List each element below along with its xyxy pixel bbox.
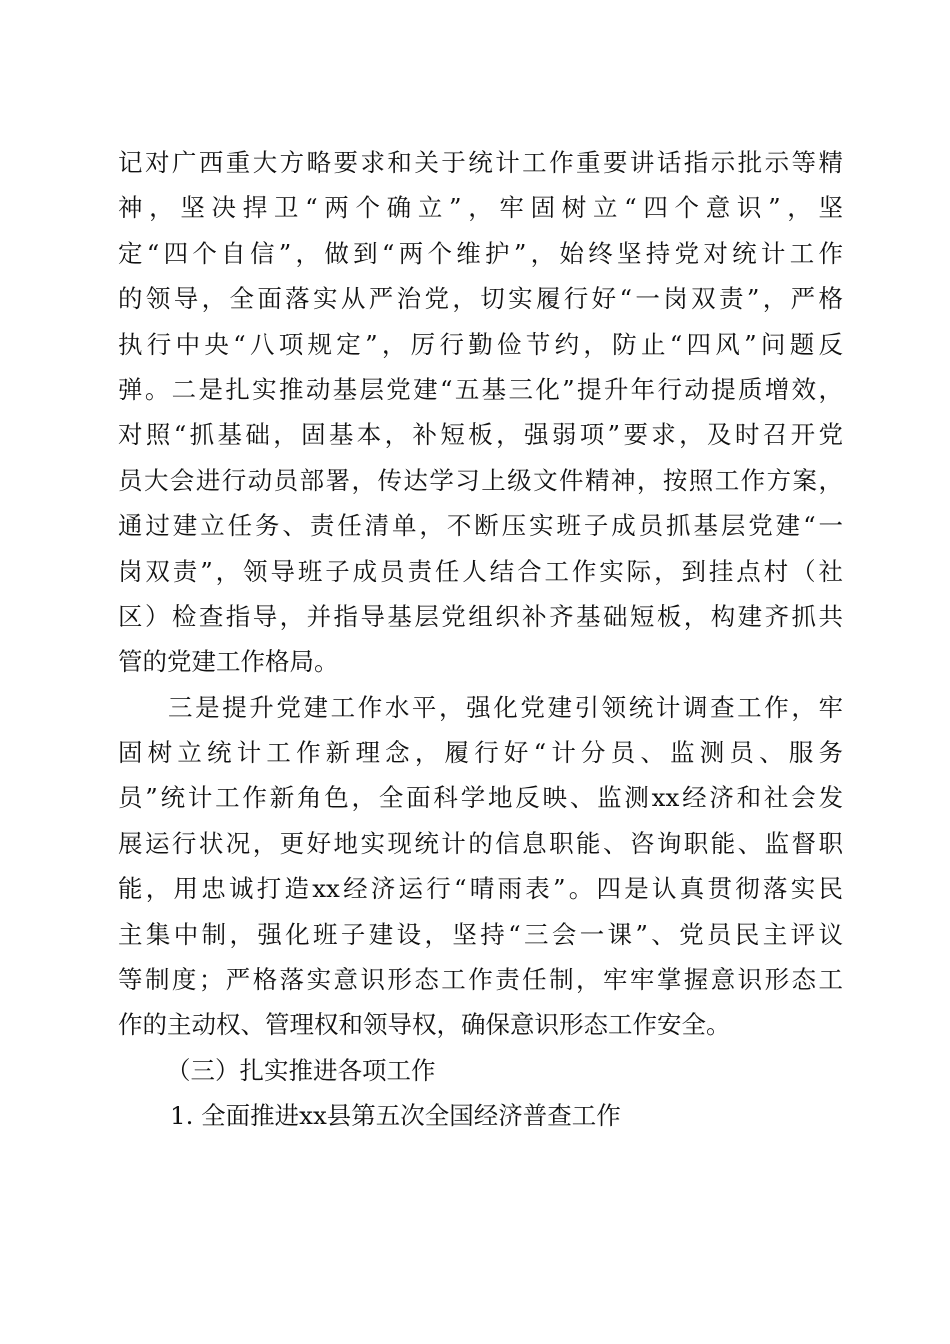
- paragraph-2: [118, 685, 843, 1048]
- text-line: 通过建立任务、责任清单，不断压实班子成员抓基层党建“一: [118, 511, 843, 541]
- text-line: 区）检查指导，并指导基层党组织补齐基础短板，构建齐抓共: [118, 601, 843, 631]
- paragraph-1: [118, 140, 843, 685]
- text-line: 执行中央“八项规定”，厉行勤俭节约，防止“四风”问题反: [118, 329, 843, 359]
- text-line: 弹。二是扎实推动基层党建“五基三化”提升年行动提质增效，: [118, 374, 843, 404]
- text-line: 等制度；严格落实意识形态工作责任制，牢牢掌握意识形态工: [118, 965, 843, 995]
- text-line: 展运行状况，更好地实现统计的信息职能、咨询职能、监督职: [118, 828, 843, 858]
- text-line: 作的主动权、管理权和领导权，确保意识形态工作安全。: [118, 1010, 731, 1040]
- text-line: 主集中制，强化班子建设，坚持“三会一课”、党员民主评议: [118, 919, 843, 949]
- text-line: 能，用忠诚打造xx经济运行“晴雨表”。四是认真贯彻落实民: [118, 874, 843, 904]
- text-line: 员大会进行动员部署，传达学习上级文件精神，按照工作方案，: [118, 465, 843, 495]
- text-line: 定“四个自信”，做到“两个维护”，始终坚持党对统计工作: [118, 238, 843, 268]
- text-line: 管的党建工作格局。: [118, 647, 339, 677]
- text-line: 记对广西重大方略要求和关于统计工作重要讲话指示批示等精: [118, 148, 843, 177]
- document-body: [118, 140, 843, 1139]
- text-line: 神，坚决捍卫“两个确立”，牢固树立“四个意识”，坚: [118, 193, 843, 223]
- text-line: 员”统计工作新角色，全面科学地反映、监测xx经济和社会发: [118, 783, 843, 813]
- text-line: 固树立统计工作新理念，履行好“计分员、监测员、服务: [118, 738, 843, 768]
- text-line: 三是提升党建工作水平，强化党建引领统计调查工作，牢: [168, 692, 843, 722]
- section-heading: （三）扎实推进各项工作: [166, 1055, 436, 1085]
- text-line: 的领导，全面落实从严治党，切实履行好“一岗双责”，严格: [118, 284, 843, 314]
- text-line: 岗双责”，领导班子成员责任人结合工作实际，到挂点村（社: [118, 556, 843, 586]
- numbered-item-heading: 1. 全面推进xx县第五次全国经济普查工作: [170, 1101, 621, 1131]
- text-line: 对照“抓基础，固基本，补短板，强弱项”要求，及时召开党: [118, 420, 843, 450]
